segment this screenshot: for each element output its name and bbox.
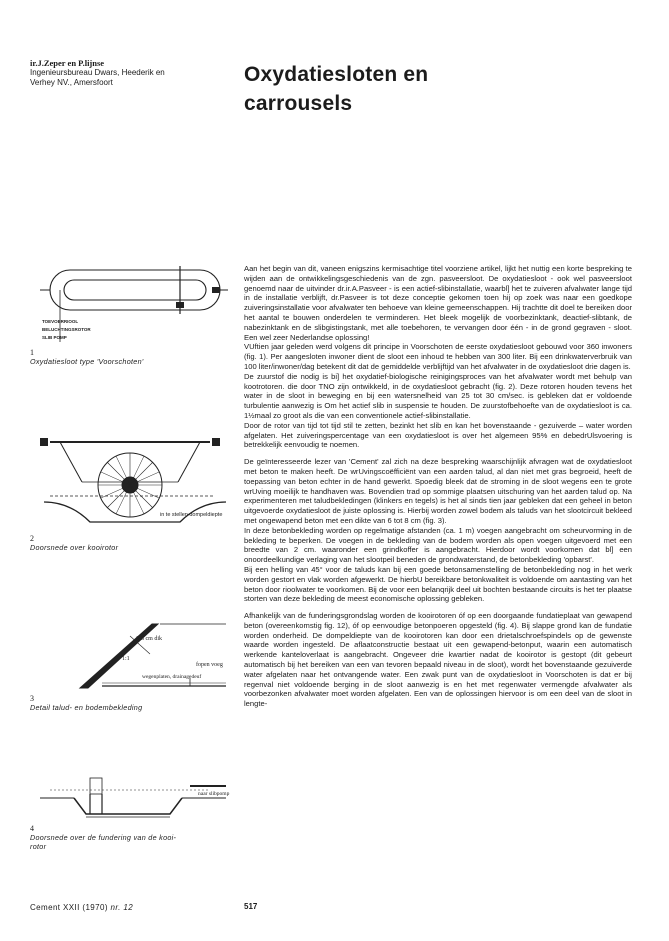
affiliation-line-1: Ingenieursbureau Dwars, Heederik en: [30, 68, 165, 77]
figure-3-number: 3: [30, 694, 34, 703]
support-left: [60, 442, 82, 482]
label-open-joint: fopen voeg: [196, 662, 223, 668]
figure-3: [30, 616, 223, 712]
legend-beluchtingsrotor: BELUCHTINGSROTOR: [42, 327, 91, 332]
affiliation-line-2: Verhey NV., Amersfoort: [30, 78, 113, 87]
ditch-outer-contour: [50, 270, 220, 310]
support-right: [178, 442, 200, 482]
figure-2-number: 2: [30, 534, 34, 543]
figure-4-number: 4: [30, 824, 34, 833]
figure-2-caption: Doorsnede over kooirotor: [30, 543, 119, 552]
article-title: [244, 60, 428, 118]
paragraph: De zuurstof die nodig is bi] het oxydatief-biologische reinigingsproces van het afvalwater wordt met behulp van kootrotoren. die door TNO zijn ontwikkeld, in de oxydatiesloot gebracht (fig. 2). Deze rotoren houden tevens het water in de sloot in beweging en bij een watersnelheid van 25 tot 30 cm/sec. is gebleken dat er voldoende turbulentie aanwezig is Om het actief slib in suspensie te houden. De zuurstofbehoefte van de oxydatiesloot is ca. 1½maal zo groot als die van een conventionele actief-slibinstallatie.: [244, 371, 632, 420]
journal-issue: nr. 12: [110, 903, 134, 912]
rotor-block: [176, 302, 184, 308]
paragraph: De geïnteresseerde lezer van 'Cement' zal zich na deze bespreking waarschijnlijk afvragen wat de oxydatiesloot met beton te maken heeft. De wrUvingscoëfficiënt van een aarden talud, al dan niet met gras begroeid, heeft de toepassing van beton echter in de hand gewerkt. Spoedig bleek dat de stroming in de sloot wegens een te grote wrUving moeilijk te handhaven was. Bovendien trad op sommige plaatsen uitschuring van het aarden talud op. Na experimenteren met taludbekledingen (klinkers en tegels) is het al sinds tien jaar gebleken dat een geheel in beton uitgevoerde oxydatiesloot de juiste oplossing is. Hierbij worden zowel bodem als taluds van het slootcircuit bekleed met ongewapend beton met een dikte van 6 tot 8 cm (fig. 3).: [244, 457, 632, 525]
journal-footer: [30, 903, 133, 912]
author-block: [30, 58, 230, 88]
figure-3-drawing: [30, 616, 230, 690]
label-to-sludge-pump: naar slibpomp: [198, 791, 230, 797]
label-slab-thickness: 6-8 cm dik: [136, 636, 162, 642]
figure-4: [30, 768, 230, 851]
author-names: ir.J.Zeper en P.lijnse: [30, 58, 105, 68]
paragraph: Door de rotor van tijd tot tijd stil te zetten, bezinkt het slib en kan het bovenstaande - gezuiverde – water worden afgelaten. Het zuiveringspercentage van een oxydatiesloot is over het algemeen 95% en debedrUlsvoering is betrekkelijk eenvoudig te noemen.: [244, 420, 632, 450]
outlet-box: [212, 287, 220, 293]
paragraph: Bij een helling van 45° voor de taluds kan bij een goede betonsamenstelling de betonbekleding nog in het werk worden gestort en vlak worden afgewerkt. De hierbU bereikbare betonkwaliteit is voldoende om aantasting van het beton door rioolwater te voorkomen. Bij de voor een belanqrijk deel uit bochten bestaande circuits is het ter plaatse storten van deze bekleding de meest economische oplossing gebleken.: [244, 564, 632, 604]
figure-4-caption-line-1: Doorsnede over de fundering van de kooi-: [30, 833, 177, 842]
paragraph: VUftien jaar geleden werd volgens dit principe in Voorschoten de eerste oxydatiesloot gebouwd voor 360 inwoners (fig. 1). Per aangesloten inwoner dient de sloot een inhoud te hebben van 300 liter. Bij een drinkwaterverbruik van 100 liter/inwoner/dag betekent dit dat de gemiddelde verblijftijd van het afvalwater in de oxydatiesloot drie dagen is.: [244, 342, 632, 371]
journal-name: Cement XXII (1970): [30, 903, 108, 912]
article-body: [244, 264, 632, 716]
title-line-2: carrousels: [244, 92, 353, 115]
figure-1-legend: [42, 318, 91, 342]
figure-3-caption: Detail talud- en bodembekleding: [30, 703, 143, 712]
figure-4-caption: [30, 833, 220, 851]
paragraph: Afhankelijk van de funderingsgrondslag worden de kooirotoren óf op een doorgaande fundatieplaat van gewapend beton (overeenkomstig fig. 12), óf op eenvoudige betonpoeren opgesteld (fig. 4). Bij slappe grond kan de fundatie worden onderheid. De dompeldiepte van de kooirotoren kan door een drietalschroefspindels op de gewenste waarde worden ingesteld. De aflaatconstructie bestaat uit een gewapend-betonput, waarin een automatisch werkende kanteloverlaat is aangebracht. Ongeveer drie kwartier nadat de kooirotor is gestopt (dit gebeurt automatisch bij het bereiken van een van tevoren bepaald niveau in de sloot), wordt het bovenstaande gezuiverde water afgelaten naar het ontvangende water. Een zwak punt van de oxydatiesloot in Voorschoten is dat er bij regenval niet voldoende berging in de sloot aanwezig is en het met regenwater vermengde afvalwater als voorbezonken afvalwater moet worden afgelaten. Een van de oplossingen hiervoor is om een deel van de sloot in lengte-: [244, 611, 632, 709]
figure-2-drawing: [30, 430, 230, 530]
figure-2: [30, 430, 223, 552]
page-number: 517: [244, 902, 258, 911]
legend-slibpomp: SLIB POMP: [42, 335, 67, 340]
figure-1-number: 1: [30, 348, 34, 357]
figure-4-drawing: [30, 768, 230, 820]
figure-4-caption-line-2: rotor: [30, 842, 47, 851]
figure-2-label: in te stellen dompeldiepte: [160, 512, 223, 518]
paragraph: Aan het begin van dit, vaneen enigszins kermisachtige titel voorziene artikel, lijkt het nuttig een korte bespreking te wijden aan de ontwikkelingsgeschiedenis van de zgn. pasveersloot. De oxydatiesloot - ook wel pasveersloot genoemd naar de uitvinder dr.ir.A.Pasveer - is een actief-slibinstallatie, waarbl] het te zuiveren afvalwater lange tijd in de installatie verblijft, dr.Pasveer is tot deze conceptie gekomen toen hij op zoek was naar een goedkope zuiveringsinstallatie voor afvalwater ten behoeve van kleine gemeenschappen. Hij trachtte dit doel te bereiken door het aantal te bouwen onderdelen te verminderen. Het bleek mogelijk de voorbezinktank, deactief-slibtank, de nabezinktank en de slibgistingstank, met alle toebehoren, te vervangen door één - in de grond gegraven - sloot. Een wel zeer Nederlandse oplossing!: [244, 264, 632, 342]
title-line-1: Oxydatiesloten en: [244, 63, 429, 86]
ditch-inner-island: [64, 280, 206, 300]
label-bottom: wegenplaten, drainagedeuf: [142, 674, 202, 680]
figure-1-caption: Oxydatiesloot type 'Voorschoten': [30, 357, 144, 366]
label-slope: 1:1: [122, 656, 130, 662]
legend-toevoerriool: TOEVOERRIOOL: [42, 319, 79, 324]
paragraph: In deze betonbekleding worden op regelmatige afstanden (ca. 1 m) voegen aangebracht om scheurvorming in de bekleding te beperken. De voegen in de bekleding van de bodem worden als open voegen uitgevoerd met een breedte van 2 cm. waaronder een grindkoffer is aangebracht. Hierdoor wordt voorkomen dat bl] een onoordeelkundige verlaging van het slootpeil beneden de grondwaterstand, de betonbekleding 'opbarst'.: [244, 525, 632, 565]
figure-1: [30, 258, 220, 366]
